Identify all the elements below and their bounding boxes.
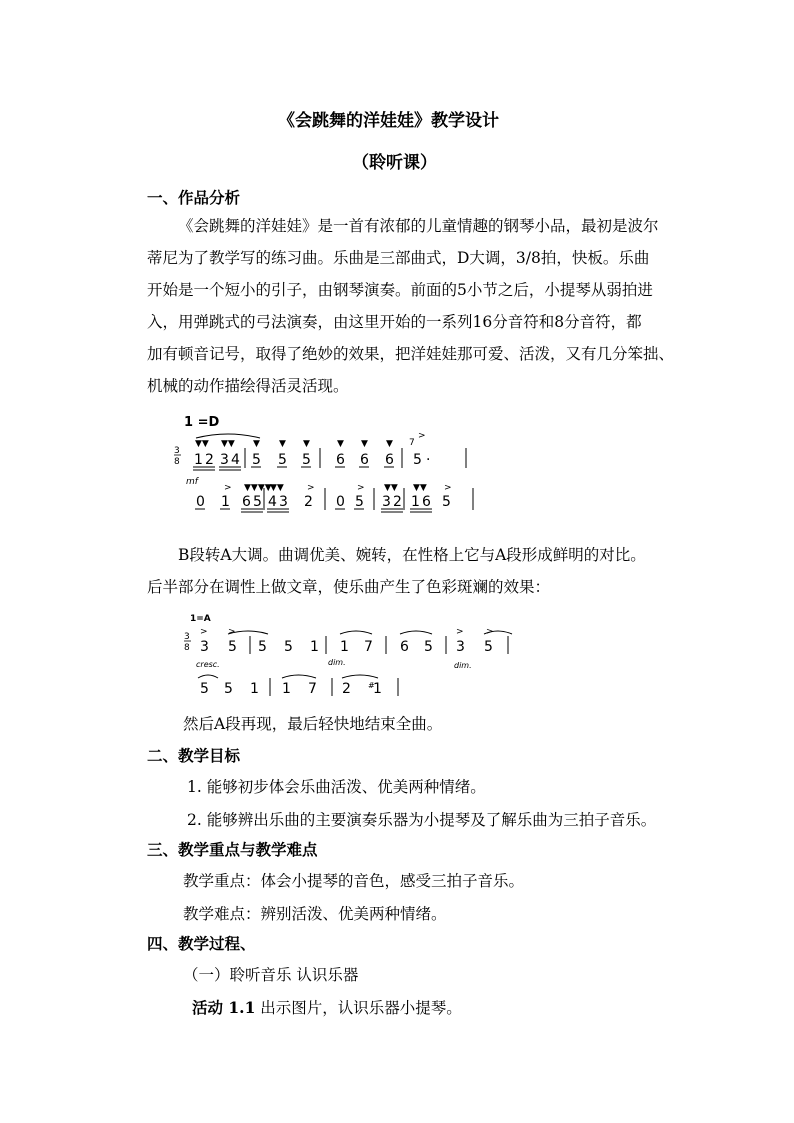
time-signature-bottom: 8 — [184, 643, 190, 653]
svg-text:▼: ▼ — [361, 439, 368, 449]
analysis-line: 开始是一个短小的引子，由钢琴演奏。前面的5小节之后，小提琴从弱拍进 — [147, 281, 653, 299]
page-subtitle: （聆听课） — [352, 153, 437, 173]
sharp-sign: # — [368, 681, 375, 690]
svg-text:>: > — [444, 483, 452, 493]
note: 6 — [242, 494, 251, 510]
note: 6 — [400, 639, 409, 655]
score-key: 1 =D — [184, 415, 220, 430]
note: 3 — [279, 494, 288, 510]
note: 5 — [424, 639, 433, 655]
note: 6 — [385, 452, 394, 468]
note: 5 — [253, 494, 262, 510]
goal-item-1: 1. 能够初步体会乐曲活泼、优美两种情绪。 — [187, 778, 486, 796]
note: 5 — [200, 681, 209, 697]
time-signature-top: 3 — [174, 446, 180, 456]
svg-text:>: > — [486, 627, 494, 637]
note: 2 — [393, 494, 402, 510]
svg-text:▼: ▼ — [303, 439, 310, 449]
time-signature-top: 3 — [184, 632, 190, 642]
analysis-line: 蒂尼为了教学写的练习曲。乐曲是三部曲式，D大调，3/8拍，快板。乐曲 — [147, 249, 650, 267]
svg-text:▼▼: ▼▼ — [270, 483, 284, 493]
cresc-mark: cresc. — [196, 660, 220, 669]
dim-mark: dim. — [328, 658, 346, 667]
note: 1 — [373, 681, 382, 697]
svg-text:>: > — [200, 627, 208, 637]
note: 6 — [360, 452, 369, 468]
section-heading-key-points: 三、教学重点与教学难点 — [147, 840, 318, 859]
score-row-1 — [200, 639, 493, 655]
note: 6 — [336, 452, 345, 468]
svg-text:>: > — [418, 431, 426, 441]
score-excerpt-a — [168, 408, 488, 518]
note: 1 — [221, 494, 230, 510]
score-row-2 — [196, 494, 451, 510]
page-title: 《会跳舞的洋娃娃》教学设计 — [278, 111, 499, 131]
note: 1 — [310, 639, 319, 655]
note: 3 — [200, 639, 209, 655]
note: 5 — [258, 639, 267, 655]
note: 2 — [304, 494, 313, 510]
note: 3 — [456, 639, 465, 655]
process-subheading: （一）聆听音乐 认识乐器 — [183, 966, 359, 984]
note: 1 — [250, 681, 259, 697]
goal-item-2: 2. 能够辨出乐曲的主要演奏乐器为小提琴及了解乐曲为三拍子音乐。 — [187, 811, 657, 829]
analysis-line: 加有顿音记号，取得了绝妙的效果，把洋娃娃那可爱、活泼，又有几分笨拙、 — [147, 345, 675, 363]
note: 6 — [422, 494, 431, 510]
score-excerpt-b — [178, 610, 518, 705]
dim-mark: dim. — [454, 661, 472, 670]
teaching-focus: 教学重点：体会小提琴的音色，感受三拍子音乐。 — [183, 872, 525, 890]
ending-text: 然后A段再现，最后轻快地结束全曲。 — [183, 715, 443, 733]
svg-text:▼: ▼ — [253, 439, 260, 449]
svg-text:>: > — [307, 483, 315, 493]
b-section-paragraph — [147, 539, 649, 603]
svg-text:▼▼: ▼▼ — [384, 483, 398, 493]
dynamic-mark: mf — [186, 477, 198, 487]
svg-text:▼▼▼▼: ▼▼▼▼ — [244, 483, 272, 493]
note: 5 — [302, 452, 311, 468]
note: 0 — [196, 494, 205, 510]
analysis-line: 《会跳舞的洋娃娃》是一首有浓郁的儿童情趣的钢琴小品，最初是波尔 — [178, 217, 659, 235]
svg-text:>: > — [224, 483, 232, 493]
note: 5 — [355, 494, 364, 510]
note: 4 — [231, 452, 240, 468]
svg-text:▼: ▼ — [279, 439, 286, 449]
teaching-difficulty: 教学难点：辨别活泼、优美两种情绪。 — [183, 905, 447, 923]
activity-line — [192, 992, 462, 1024]
section-heading-goals: 二、教学目标 — [147, 746, 241, 765]
score-key: 1=A — [190, 614, 211, 624]
note: 1 — [340, 639, 349, 655]
analysis-paragraph — [147, 210, 675, 402]
note: 5 — [284, 639, 293, 655]
svg-text:>: > — [456, 627, 464, 637]
note: 2 — [342, 681, 351, 697]
section-heading-process: 四、教学过程、 — [147, 934, 256, 953]
time-signature-bottom: 8 — [174, 457, 180, 467]
analysis-line: 机械的动作描绘得活灵活现。 — [147, 377, 349, 395]
activity-text: 出示图片，认识乐器小提琴。 — [255, 999, 462, 1017]
analysis-line: 入，用弹跳式的弓法演奏，由这里开始的一系列16分音符和8分音符，都 — [147, 313, 642, 331]
section-heading-analysis: 一、作品分析 — [147, 188, 241, 207]
svg-text:▼▼: ▼▼ — [413, 483, 427, 493]
note: 4 — [268, 494, 277, 510]
note: 5 — [278, 452, 287, 468]
grace-note: 7 — [409, 438, 415, 448]
note: 5 — [484, 639, 493, 655]
note: 5 — [224, 681, 233, 697]
b-section-line: B段转A大调。曲调优美、婉转，在性格上它与A段形成鲜明的对比。 — [178, 546, 646, 564]
note: 5 — [252, 452, 261, 468]
note: 0 — [336, 494, 345, 510]
note: 5 — [228, 639, 237, 655]
note: 1 — [411, 494, 420, 510]
svg-text:▼▼: ▼▼ — [195, 439, 209, 449]
svg-text:>: > — [228, 627, 236, 637]
note: 3 — [220, 452, 229, 468]
score-row-2 — [200, 681, 382, 697]
note: 5 — [413, 452, 422, 468]
svg-text:▼: ▼ — [386, 439, 393, 449]
note: 7 — [364, 639, 373, 655]
note: 1 — [282, 681, 291, 697]
note: 3 — [382, 494, 391, 510]
activity-label: 活动 1.1 — [192, 998, 256, 1017]
svg-text:▼: ▼ — [337, 439, 344, 449]
svg-text:>: > — [357, 483, 365, 493]
b-section-line: 后半部分在调性上做文章，使乐曲产生了色彩斑斓的效果： — [147, 578, 551, 596]
note: 2 — [205, 452, 214, 468]
note: 1 — [194, 452, 203, 468]
dot: · — [426, 452, 431, 468]
note: 5 — [442, 494, 451, 510]
svg-text:▼▼: ▼▼ — [221, 439, 235, 449]
note: 7 — [308, 681, 317, 697]
